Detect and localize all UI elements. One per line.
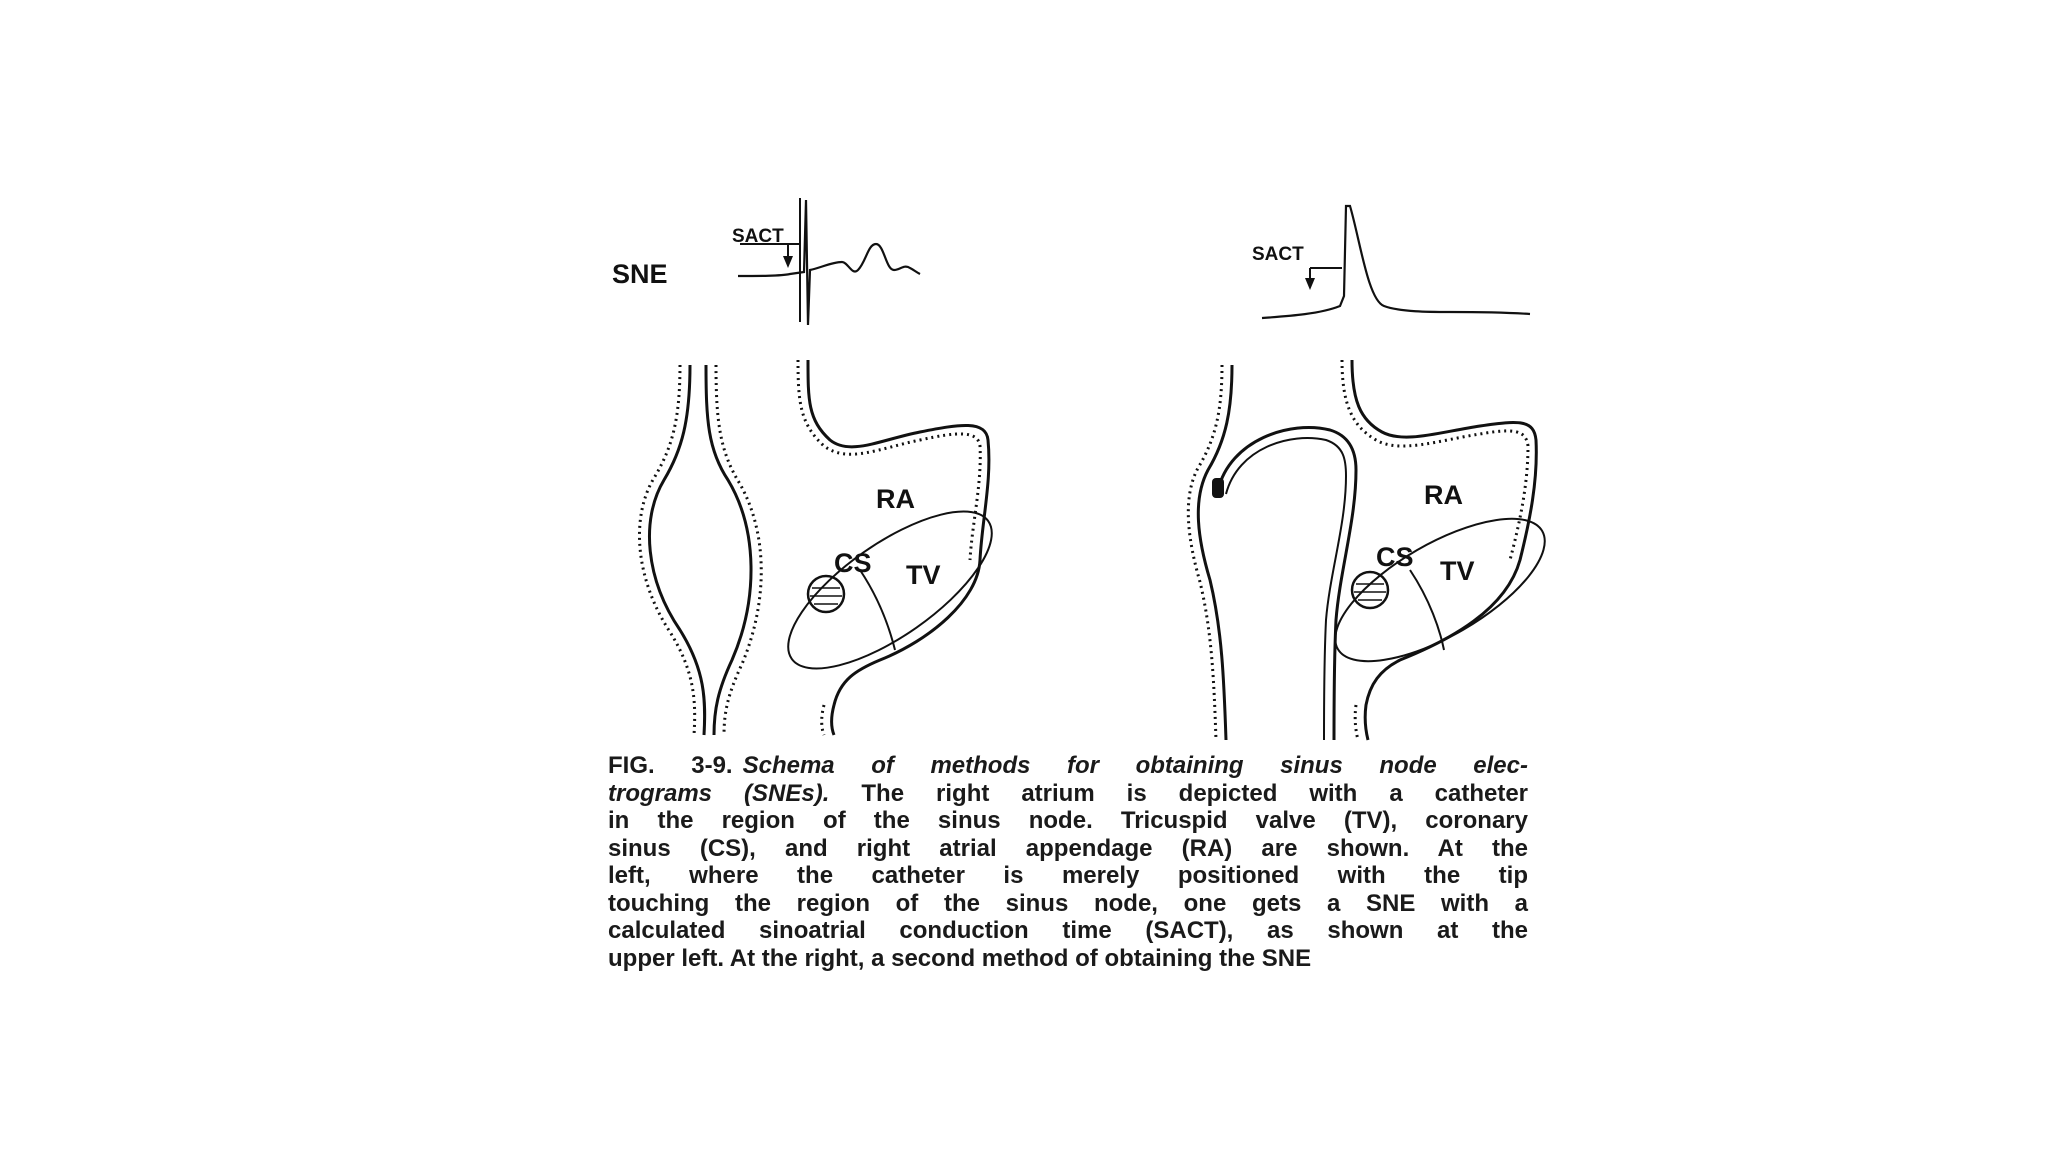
caption-line-6: touching the region of the sinus node, one gets a SNE with a — [608, 889, 1528, 917]
caption-line-5: left, where the catheter is merely positioned with the tip — [608, 862, 1528, 889]
right-panel — [1188, 206, 1565, 740]
right-sact-label: SACT — [1252, 244, 1304, 265]
right-right-atrium — [1342, 360, 1536, 740]
left-vena-cava — [639, 365, 761, 735]
right-ra-label: RA — [1424, 480, 1463, 510]
right-coronary-sinus — [1352, 572, 1388, 608]
left-ra-label: RA — [876, 484, 915, 514]
left-sne-trace — [738, 198, 920, 325]
left-tricuspid-valve — [765, 483, 1014, 696]
left-right-atrium — [798, 360, 989, 735]
figure-title-part-1: Schema of methods for obtaining sinus node elec- — [742, 752, 1528, 779]
right-catheter — [1212, 428, 1356, 741]
left-tv-label: TV — [906, 560, 941, 590]
caption-line-2-text: The right atrium is depicted with a catheter — [861, 779, 1529, 807]
left-coronary-sinus — [808, 576, 844, 612]
left-sact-arrowhead — [783, 256, 793, 268]
right-tv-label: TV — [1440, 556, 1475, 586]
caption-line-3: in the region of the sinus node. Tricuspid valve (TV), coronary — [608, 807, 1528, 834]
caption-line-7: calculated sinoatrial conduction time (SACT), as shown at the — [608, 917, 1528, 944]
left-sact-label: SACT — [732, 226, 784, 247]
figure-caption — [608, 752, 1528, 972]
caption-line-2 — [608, 780, 1528, 808]
figure-number: FIG. 3-9. — [608, 752, 733, 779]
caption-line-4: sinus (CS), and right atrial appendage (RA) are shown. At the — [608, 834, 1528, 862]
sne-label: SNE — [612, 259, 668, 289]
left-cs-label: CS — [834, 548, 872, 578]
right-catheter-tip-electrode — [1212, 478, 1224, 498]
right-vena-cava — [1188, 365, 1232, 740]
right-cs-label: CS — [1376, 542, 1414, 572]
caption-line-8: upper left. At the right, a second method of obtaining the SNE — [608, 944, 1312, 972]
figure-title-part-2: trograms (SNEs). — [608, 779, 830, 807]
left-panel — [612, 198, 1015, 735]
right-sact-arrowhead — [1305, 278, 1315, 290]
caption-line-1 — [608, 752, 1528, 780]
